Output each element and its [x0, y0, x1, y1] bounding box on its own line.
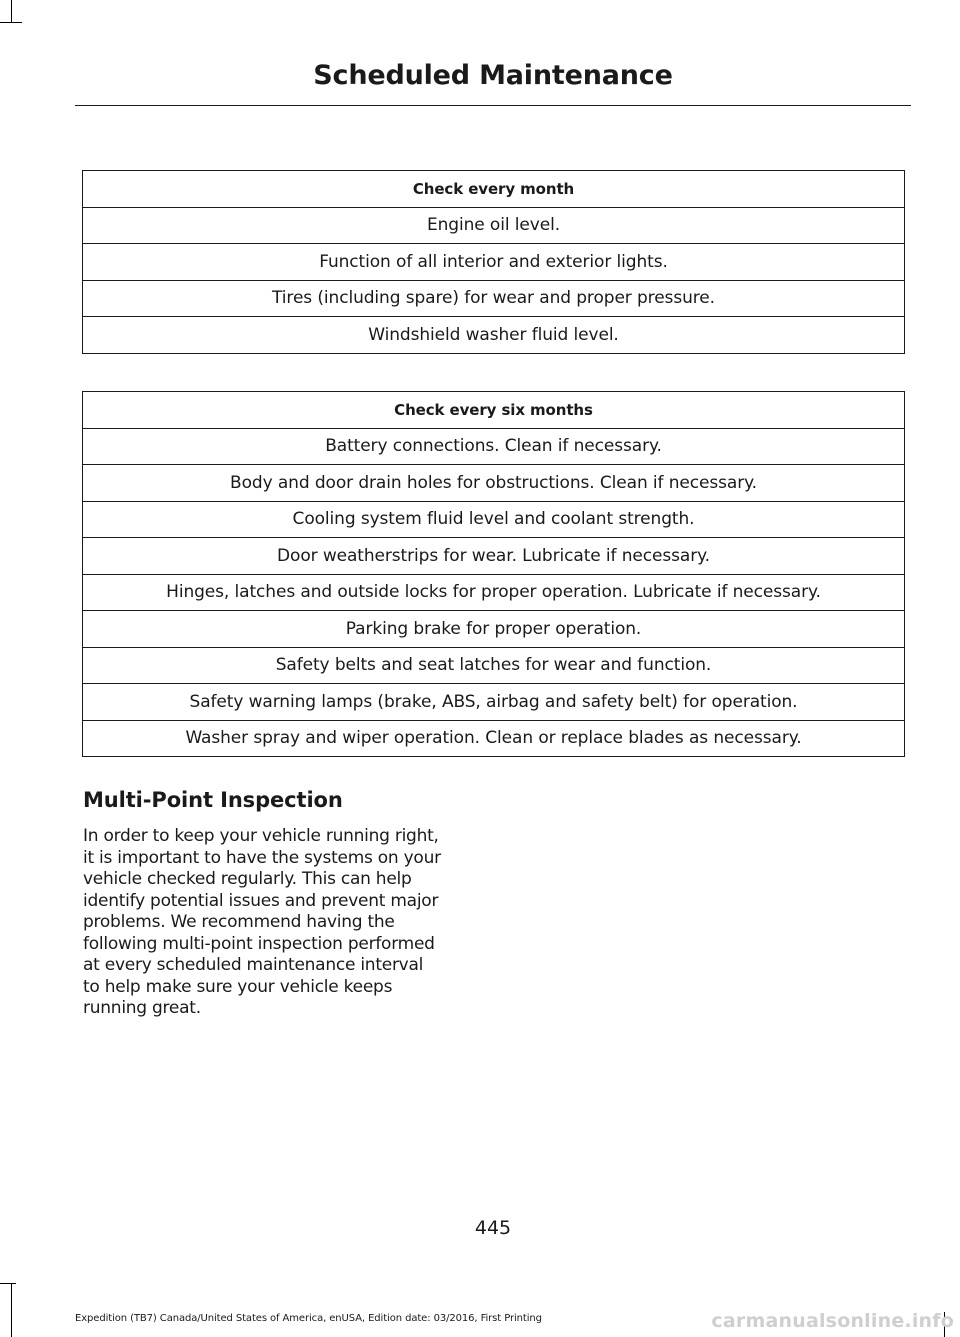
table-header-row [83, 171, 905, 208]
table-cell: Cooling system fluid level and coolant strength. [83, 501, 905, 538]
table-row [83, 465, 905, 502]
table-row [83, 574, 905, 611]
table-cell: Washer spray and wiper operation. Clean or replace blades as necessary. [83, 720, 905, 757]
paragraph-line: vehicle checked regularly. This can help [83, 869, 412, 889]
paragraph-line: In order to keep your vehicle running right, [83, 826, 439, 846]
paragraph-line: it is important to have the systems on your [83, 847, 441, 868]
table-cell: Body and door drain holes for obstructions. Clean if necessary. [83, 465, 905, 502]
table-cell: Engine oil level. [83, 207, 905, 244]
table-row [83, 428, 905, 465]
header-divider [75, 105, 911, 106]
table-heading: Check every month [83, 171, 905, 208]
section-heading: Multi-Point Inspection [83, 788, 343, 812]
table-cell: Tires (including spare) for wear and proper pressure. [83, 280, 905, 317]
six-month-checks-table [82, 391, 905, 757]
table-row [83, 244, 905, 281]
crop-mark [11, 1312, 12, 1337]
crop-mark [11, 1283, 12, 1312]
body-paragraph [83, 826, 478, 1020]
table-row [83, 538, 905, 575]
table-row [83, 317, 905, 354]
paragraph-line: following multi-point inspection performed [83, 933, 435, 954]
table-cell: Hinges, latches and outside locks for proper operation. Lubricate if necessary. [83, 574, 905, 611]
table-cell: Function of all interior and exterior lights. [83, 244, 905, 281]
crop-mark [0, 22, 22, 23]
page-title: Scheduled Maintenance [313, 60, 673, 91]
edition-footer: Expedition (TB7) Canada/United States of America, enUSA, Edition date: 03/2016, First Printing [75, 1313, 542, 1324]
paragraph-line: identify potential issues and prevent major [83, 890, 439, 911]
table-header-row [83, 392, 905, 429]
table-cell: Windshield washer fluid level. [83, 317, 905, 354]
table-row [83, 501, 905, 538]
monthly-checks-table [82, 170, 905, 354]
paragraph-line: to help make sure your vehicle keeps [83, 976, 393, 997]
crop-mark [11, 0, 12, 22]
page-number: 445 [474, 1217, 512, 1239]
table-row [83, 647, 905, 684]
table-cell: Parking brake for proper operation. [83, 611, 905, 648]
paragraph-line: problems. We recommend having the [83, 912, 395, 932]
table-row [83, 720, 905, 757]
table-row [83, 611, 905, 648]
paragraph-line: running great. [83, 998, 201, 1018]
table-row [83, 207, 905, 244]
crop-mark [0, 1283, 16, 1284]
table-row [83, 684, 905, 721]
table-cell: Battery connections. Clean if necessary. [83, 428, 905, 465]
table-row [83, 280, 905, 317]
table-heading: Check every six months [83, 392, 905, 429]
watermark: carmanualsonline.info [711, 1310, 954, 1332]
table-cell: Safety warning lamps (brake, ABS, airbag and safety belt) for operation. [83, 684, 905, 721]
paragraph-line: at every scheduled maintenance interval [83, 955, 424, 975]
table-cell: Safety belts and seat latches for wear and function. [83, 647, 905, 684]
table-cell: Door weatherstrips for wear. Lubricate if necessary. [83, 538, 905, 575]
